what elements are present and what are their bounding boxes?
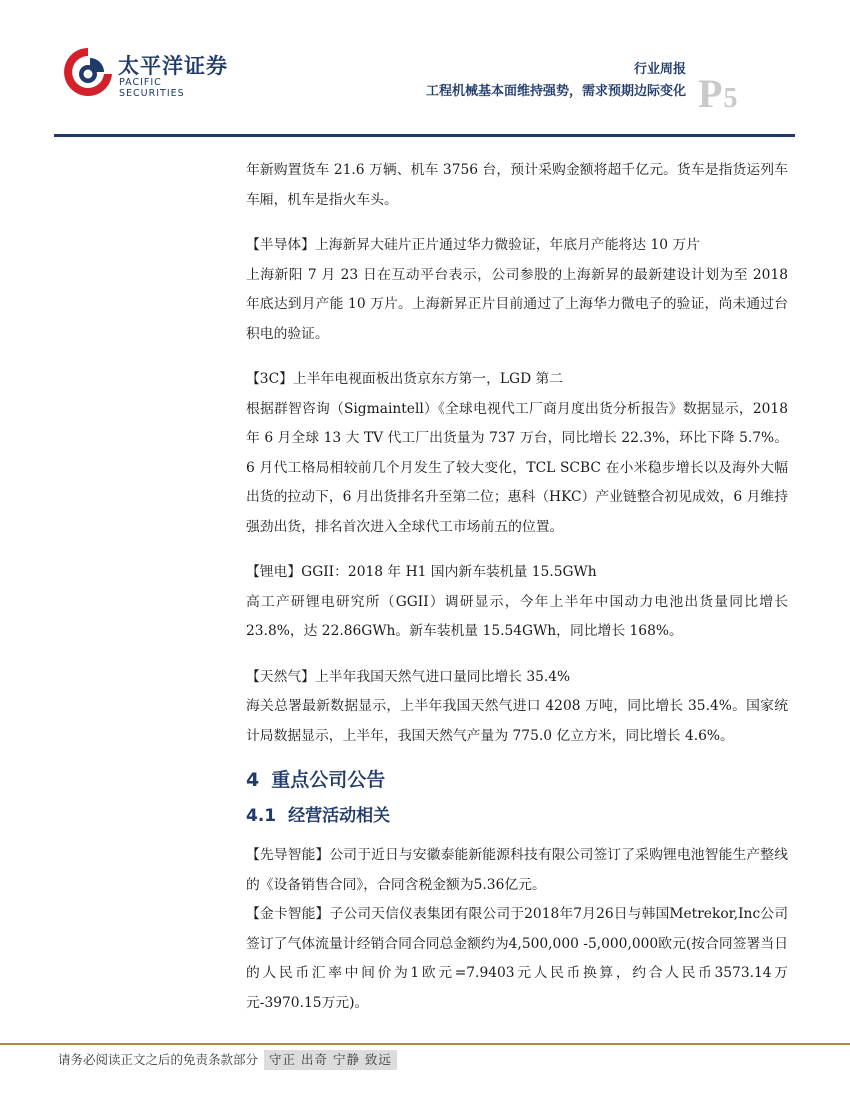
news-headline-lithium: 【锂电】GGII：2018 年 H1 国内新车装机量 15.5GWh bbox=[246, 564, 597, 580]
page-prefix: P bbox=[698, 71, 724, 116]
page-number bbox=[698, 70, 738, 117]
subsection-heading-operations bbox=[246, 801, 788, 831]
subsection-number: 4.1 bbox=[246, 806, 277, 826]
footer-divider bbox=[0, 1043, 850, 1045]
news-headline-3c: 【3C】上半年电视面板出货京东方第一，LGD 第二 bbox=[246, 371, 564, 387]
section-number: 4 bbox=[246, 769, 260, 791]
page-footer bbox=[58, 1050, 397, 1070]
footer-disclaimer: 请务必阅读正文之后的免责条款部分 bbox=[58, 1052, 259, 1067]
page-number-value: 5 bbox=[723, 83, 739, 114]
logo-chinese-name: 太平洋证券 bbox=[118, 54, 228, 78]
news-body-lithium: 高工产研锂电研究所（GGII）调研显示，今年上半年中国动力电池出货量同比增长 23.8%，达 22.86GWh。新车装机量 15.54GWh，同比增长 168%。 bbox=[246, 593, 788, 639]
news-body-natural-gas: 海关总署最新数据显示，上半年我国天然气进口 4208 万吨，同比增长 35.4%。国家统计局数据显示，上半年，我国天然气产量为 775.0 亿立方米，同比增长 4.6%。 bbox=[246, 698, 788, 744]
header-divider bbox=[54, 134, 795, 137]
announcement-item: 【先导智能】公司于近日与安徽泰能新能源科技有限公司签订了采购锂电池智能生产整线的《设备销售合同》，合同含税金额为5.36亿元。 bbox=[246, 847, 788, 893]
section-heading-company-announcements bbox=[246, 765, 788, 795]
announcement-item: 【金卡智能】子公司天信仪表集团有限公司于2018年7月26日与韩国Metrekor,Inc公司签订了气体流量计经销合同合同总金额约为4,500,000 -5,000,000欧元(按合同签署当日的人民币汇率中间价为1欧元=7.9403元人民币换算，约合人民币3573.14万元-3970.15万元)。 bbox=[246, 906, 788, 1011]
page-header bbox=[0, 0, 850, 140]
report-title: 工程机械基本面维持强势，需求预期边际变化 bbox=[425, 84, 686, 99]
news-headline-semiconductor: 【半导体】上海新昇大硅片正片通过华力微验证，年底月产能将达 10 万片 bbox=[246, 237, 701, 253]
news-body-3c: 根据群智咨询（Sigmaintell）《全球电视代工厂商月度出货分析报告》数据显示，2018 年 6 月全球 13 大 TV 代工厂出货量为 737 万台，同比增长 22.3%，环比下降 5.7%。6 月代工格局相较前几个月发生了较大变化，TCL SCBC 在小米稳步增长以及海外大幅出货的拉动下，6 月出货排名升至第二位；惠科（HKC）产业链整合初见成效，6 月维持强劲出货，排名首次进入全球代工市场前五的位置。 bbox=[246, 400, 788, 535]
news-body-semiconductor: 上海新阳 7 月 23 日在互动平台表示，公司参股的上海新昇的最新建设计划为至 2018 年底达到月产能 10 万片。上海新昇正片目前通过了上海华力微电子的验证，尚未通过台积电的验证。 bbox=[246, 266, 788, 342]
section-title: 重点公司公告 bbox=[271, 769, 386, 791]
report-type: 行业周报 bbox=[633, 62, 686, 77]
subsection-title: 经营活动相关 bbox=[288, 806, 391, 826]
logo-english-name: PACIFIC SECURITIES bbox=[119, 77, 185, 99]
pacific-logo-icon bbox=[60, 44, 116, 100]
footer-slogan: 守正 出奇 宁静 致远 bbox=[264, 1050, 397, 1070]
news-headline-natural-gas: 【天然气】上半年我国天然气进口量同比增长 35.4% bbox=[246, 668, 571, 685]
company-logo bbox=[60, 44, 230, 104]
report-body bbox=[246, 156, 788, 1018]
paragraph-freight-cars: 年新购置货车 21.6 万辆、机车 3756 台，预计采购金额将超千亿元。货车是指货运列车车厢，机车是指火车头。 bbox=[246, 162, 788, 208]
